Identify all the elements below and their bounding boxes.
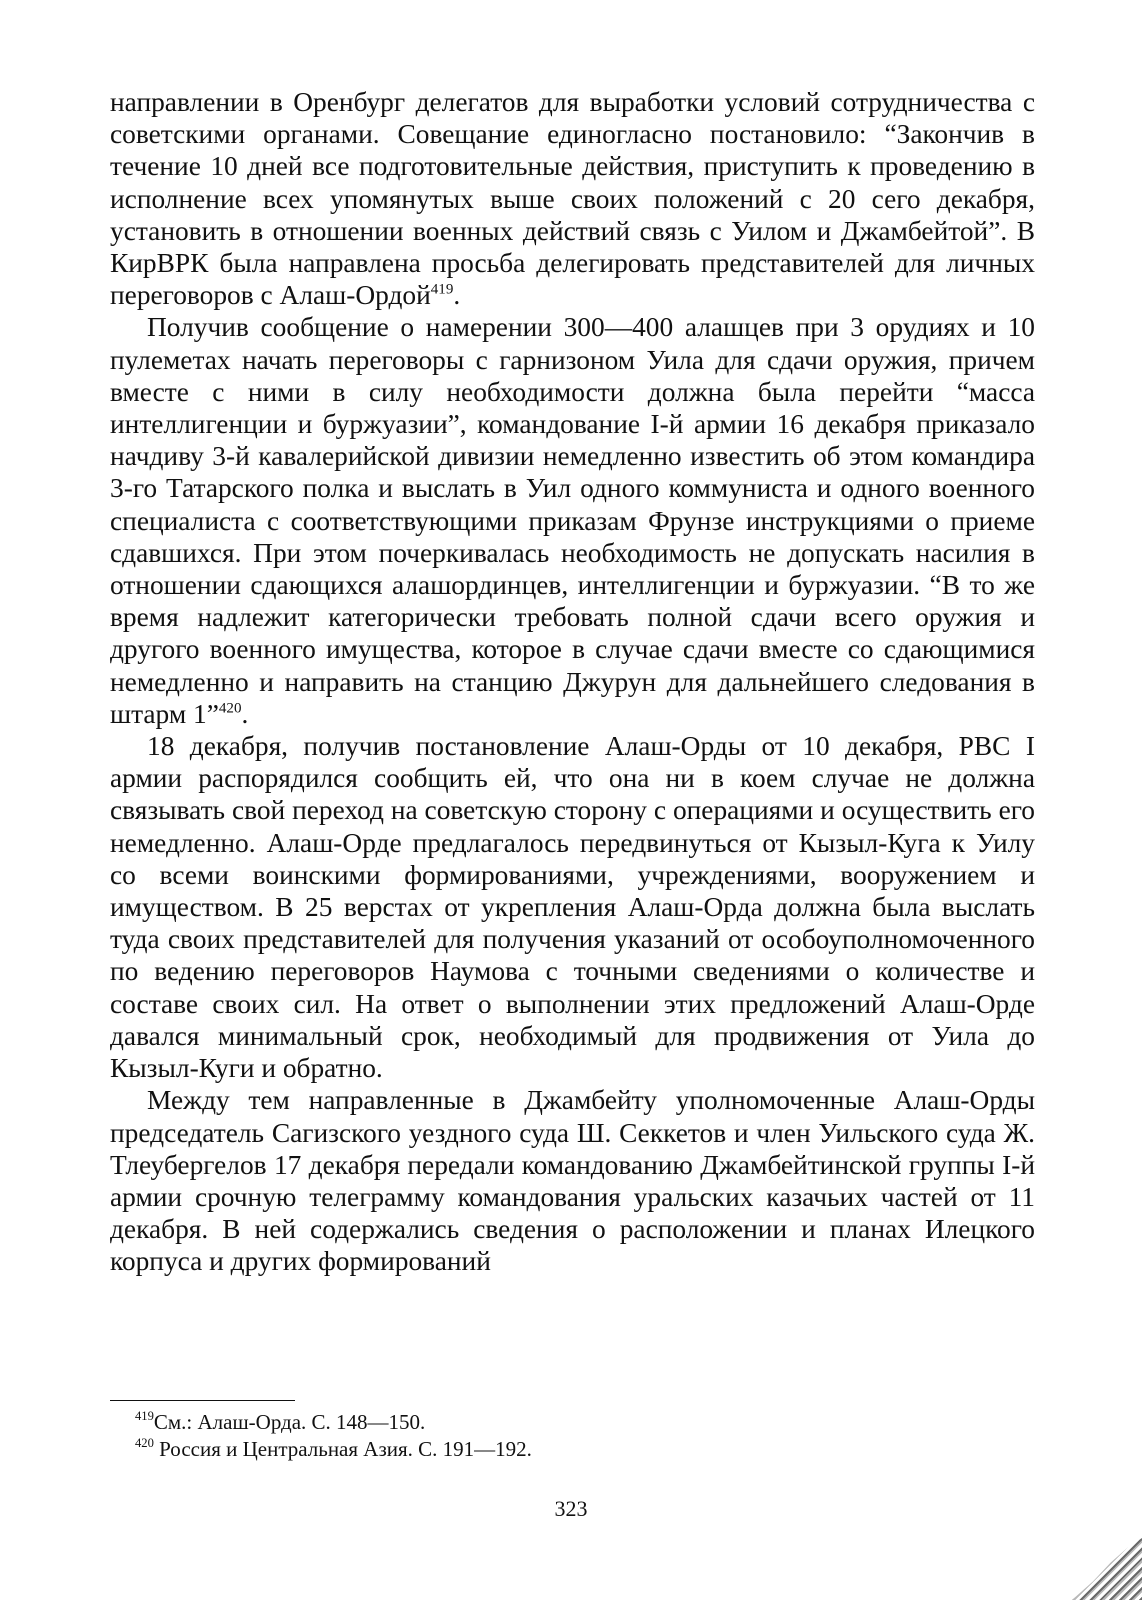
paragraph-2: Получив сообщение о намерении 300—400 алашцев при 3 орудиях и 10 пулеметах начать переговоры с гарнизоном Уила для сдачи оружия, причем вместе с ними в силу необходимости должна была перейти “масса интеллигенции и буржуазии”, командование I-й армии 16 декабря приказало начдиву 3-й кавалерийской дивизии немедленно известить об этом командира 3-го Татарского полка и выслать в Уил одного коммуниста и одного военного специалиста с соответствующими приказам Фрунзе инструкциями о приеме сдавшихся. При этом почеркивалась необходимость не допускать насилия в отношении сдающихся алашординцев, интеллигенции и буржуазии. “В то же время надлежит категорически требовать полной сдачи всего оружия и другого военного имущества, которое в случае сдачи вместе со сдающимися немедленно и направить на станцию Джурун для дальнейшего следования в штарм 1”$^{420}$. xyxy=(110,312,1035,729)
footnote-ref-420: 420 xyxy=(218,700,242,717)
body-text xyxy=(110,86,1035,1278)
paragraph-3: 18 декабря, получив постановление Алаш-Орды от 10 декабря, РВС I армии распорядился сообщить ей, что она ни в коем случае не должна связывать свой переход на советскую сторону с операциями и осуществить его немедленно. Алаш-Орде предлагалось передвинуться от Кызыл-Куга к Уилу со всеми воинскими формированиями, учреждениями, вооружением и имуществом. В 25 верстах от укрепления Алаш-Орда должна была выслать туда своих представителей для получения указаний от особоуполномоченного по ведению переговоров Наумова с точными сведениями о количестве и составе своих сил. На ответ о выполнении этих предложений Алаш-Орде давался минимальный срок, необходимый для продвижения от Уила до Кызыл-Куги и обратно. xyxy=(110,731,1035,1084)
footnote-420: $^{420}$ Россия и Центральная Азия. С. 191—192. xyxy=(135,1436,532,1461)
paragraph-1: направлении в Оренбург делегатов для выработки условий сотрудничества с советскими органами. Совещание единогласно постановило: “Закончив в течение 10 дней все подготовительные действия, приступить к проведению в исполнение всех упомянутых выше своих положений с 20 сего декабря, установить в отношении военных действий связь с Уилом и Джамбейтой”. В КирВРК была направлена просьба делегировать представителей для личных переговоров с Алаш-Ордой$^{419}$. xyxy=(110,87,1035,311)
scan-artifact xyxy=(1072,1538,1142,1600)
footnote-419: $^{419}$См.: Алаш-Орда. С. 148—150. xyxy=(135,1409,426,1434)
footnotes xyxy=(135,1409,1015,1463)
footnote-ref-419: 419 xyxy=(430,281,454,298)
paragraph-4: Между тем направленные в Джамбейту уполномоченные Алаш-Орды председатель Сагизского уездного суда Ш. Секкетов и член Уильского суда Ж. Тлеубергелов 17 декабря передали командованию Джамбейтинской группы I-й армии срочную телеграмму командования уральских казачьих частей от 11 декабря. В ней содержались сведения о расположении и планах Илецкого корпуса и других формирований xyxy=(110,1085,1035,1277)
footnote-divider xyxy=(110,1400,295,1401)
page-number: 323 xyxy=(554,1496,588,1521)
